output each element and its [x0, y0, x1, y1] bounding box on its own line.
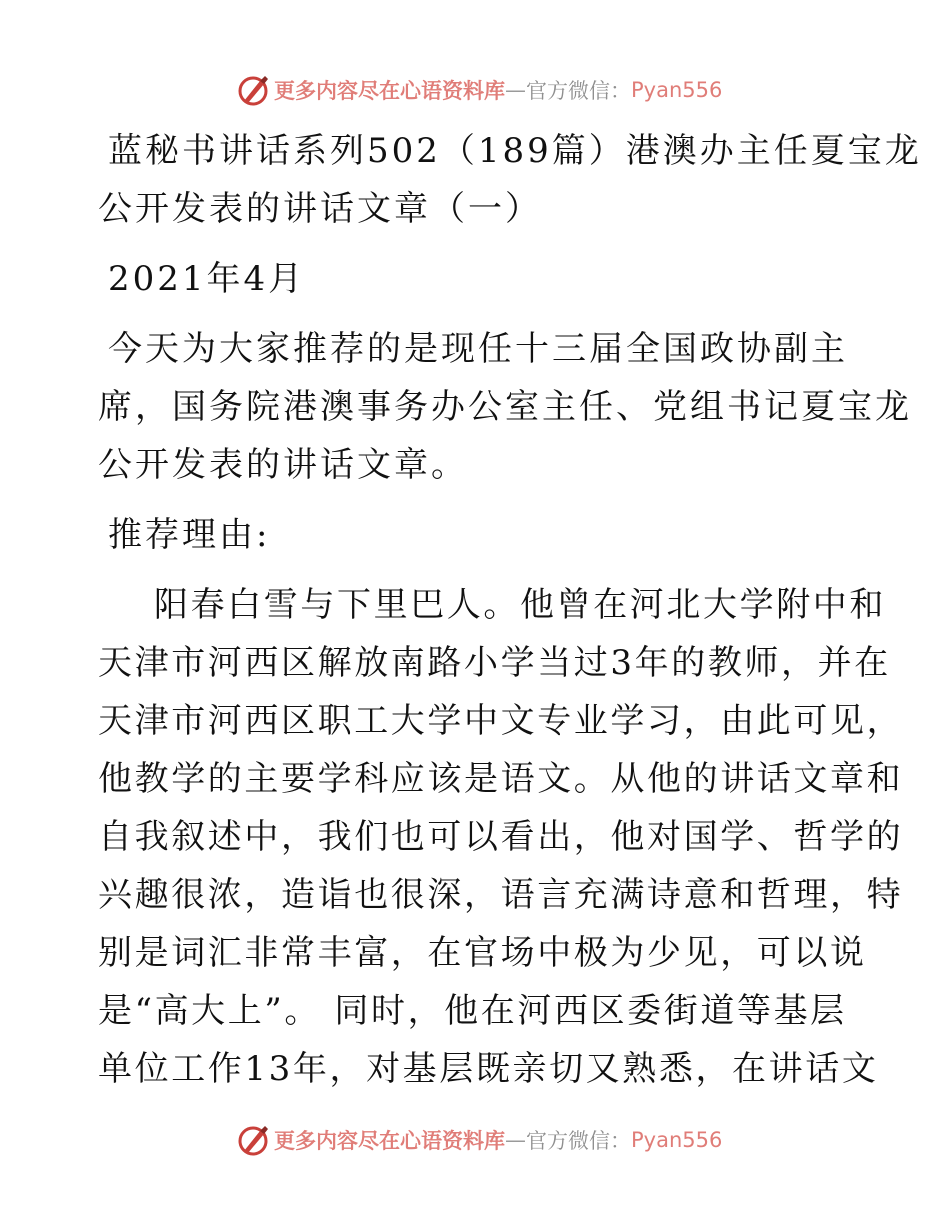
document-body: [98, 122, 922, 1098]
body-line: 单位工作13年，对基层既亲切又熟悉，在讲话文: [98, 1049, 879, 1089]
watermark-dash: —: [505, 1128, 526, 1152]
brush-pen-logo-icon: [236, 1123, 270, 1157]
body-line: 别是词汇非常丰富，在官场中极为少见，可以说: [98, 933, 867, 973]
reason-paragraph: [98, 576, 904, 1098]
intro-paragraph: [98, 320, 912, 494]
watermark-main-text: 更多内容尽在心语资料库: [274, 79, 505, 103]
title-line: 蓝秘书讲话系列502（189篇）港澳办主任夏宝龙: [108, 131, 922, 171]
watermark-official-label: 官方微信：: [526, 1129, 631, 1153]
body-line: 兴趣很浓，造诣也很深，语言充满诗意和哲理，特: [98, 875, 904, 915]
watermark-main-text: 更多内容尽在心语资料库: [274, 1129, 505, 1153]
intro-line: 今天为大家推荐的是现任十三届全国政协副主: [108, 329, 848, 369]
title-line: 公开发表的讲话文章（一）: [98, 189, 542, 229]
document-date: 2021年4月: [108, 259, 306, 299]
body-line: 阳春白雪与下里巴人。他曾在河北大学附中和: [154, 585, 886, 625]
watermark-official-label: 官方微信：: [526, 79, 631, 103]
body-line: 是“高大上”。 同时，他在河西区委街道等基层: [98, 991, 847, 1031]
intro-line: 席，国务院港澳事务办公室主任、党组书记夏宝龙: [98, 387, 912, 427]
header-watermark: [236, 72, 722, 108]
body-line: 自我叙述中，我们也可以看出，他对国学、哲学的: [98, 817, 904, 857]
watermark-dash: —: [505, 78, 526, 102]
body-line: 他教学的主要学科应该是语文。从他的讲话文章和: [98, 759, 904, 799]
document-title: [98, 122, 922, 238]
intro-line: 公开发表的讲话文章。: [98, 445, 468, 485]
brush-pen-logo-icon: [236, 73, 270, 107]
body-line: 天津市河西区解放南路小学当过3年的教师，并在: [98, 643, 891, 683]
reason-heading: 推荐理由:: [108, 515, 271, 555]
watermark-handle: Pyan556: [631, 1128, 723, 1152]
footer-watermark: [236, 1122, 722, 1158]
watermark-handle: Pyan556: [631, 78, 723, 102]
body-line: 天津市河西区职工大学中文专业学习，由此可见，: [98, 701, 904, 741]
